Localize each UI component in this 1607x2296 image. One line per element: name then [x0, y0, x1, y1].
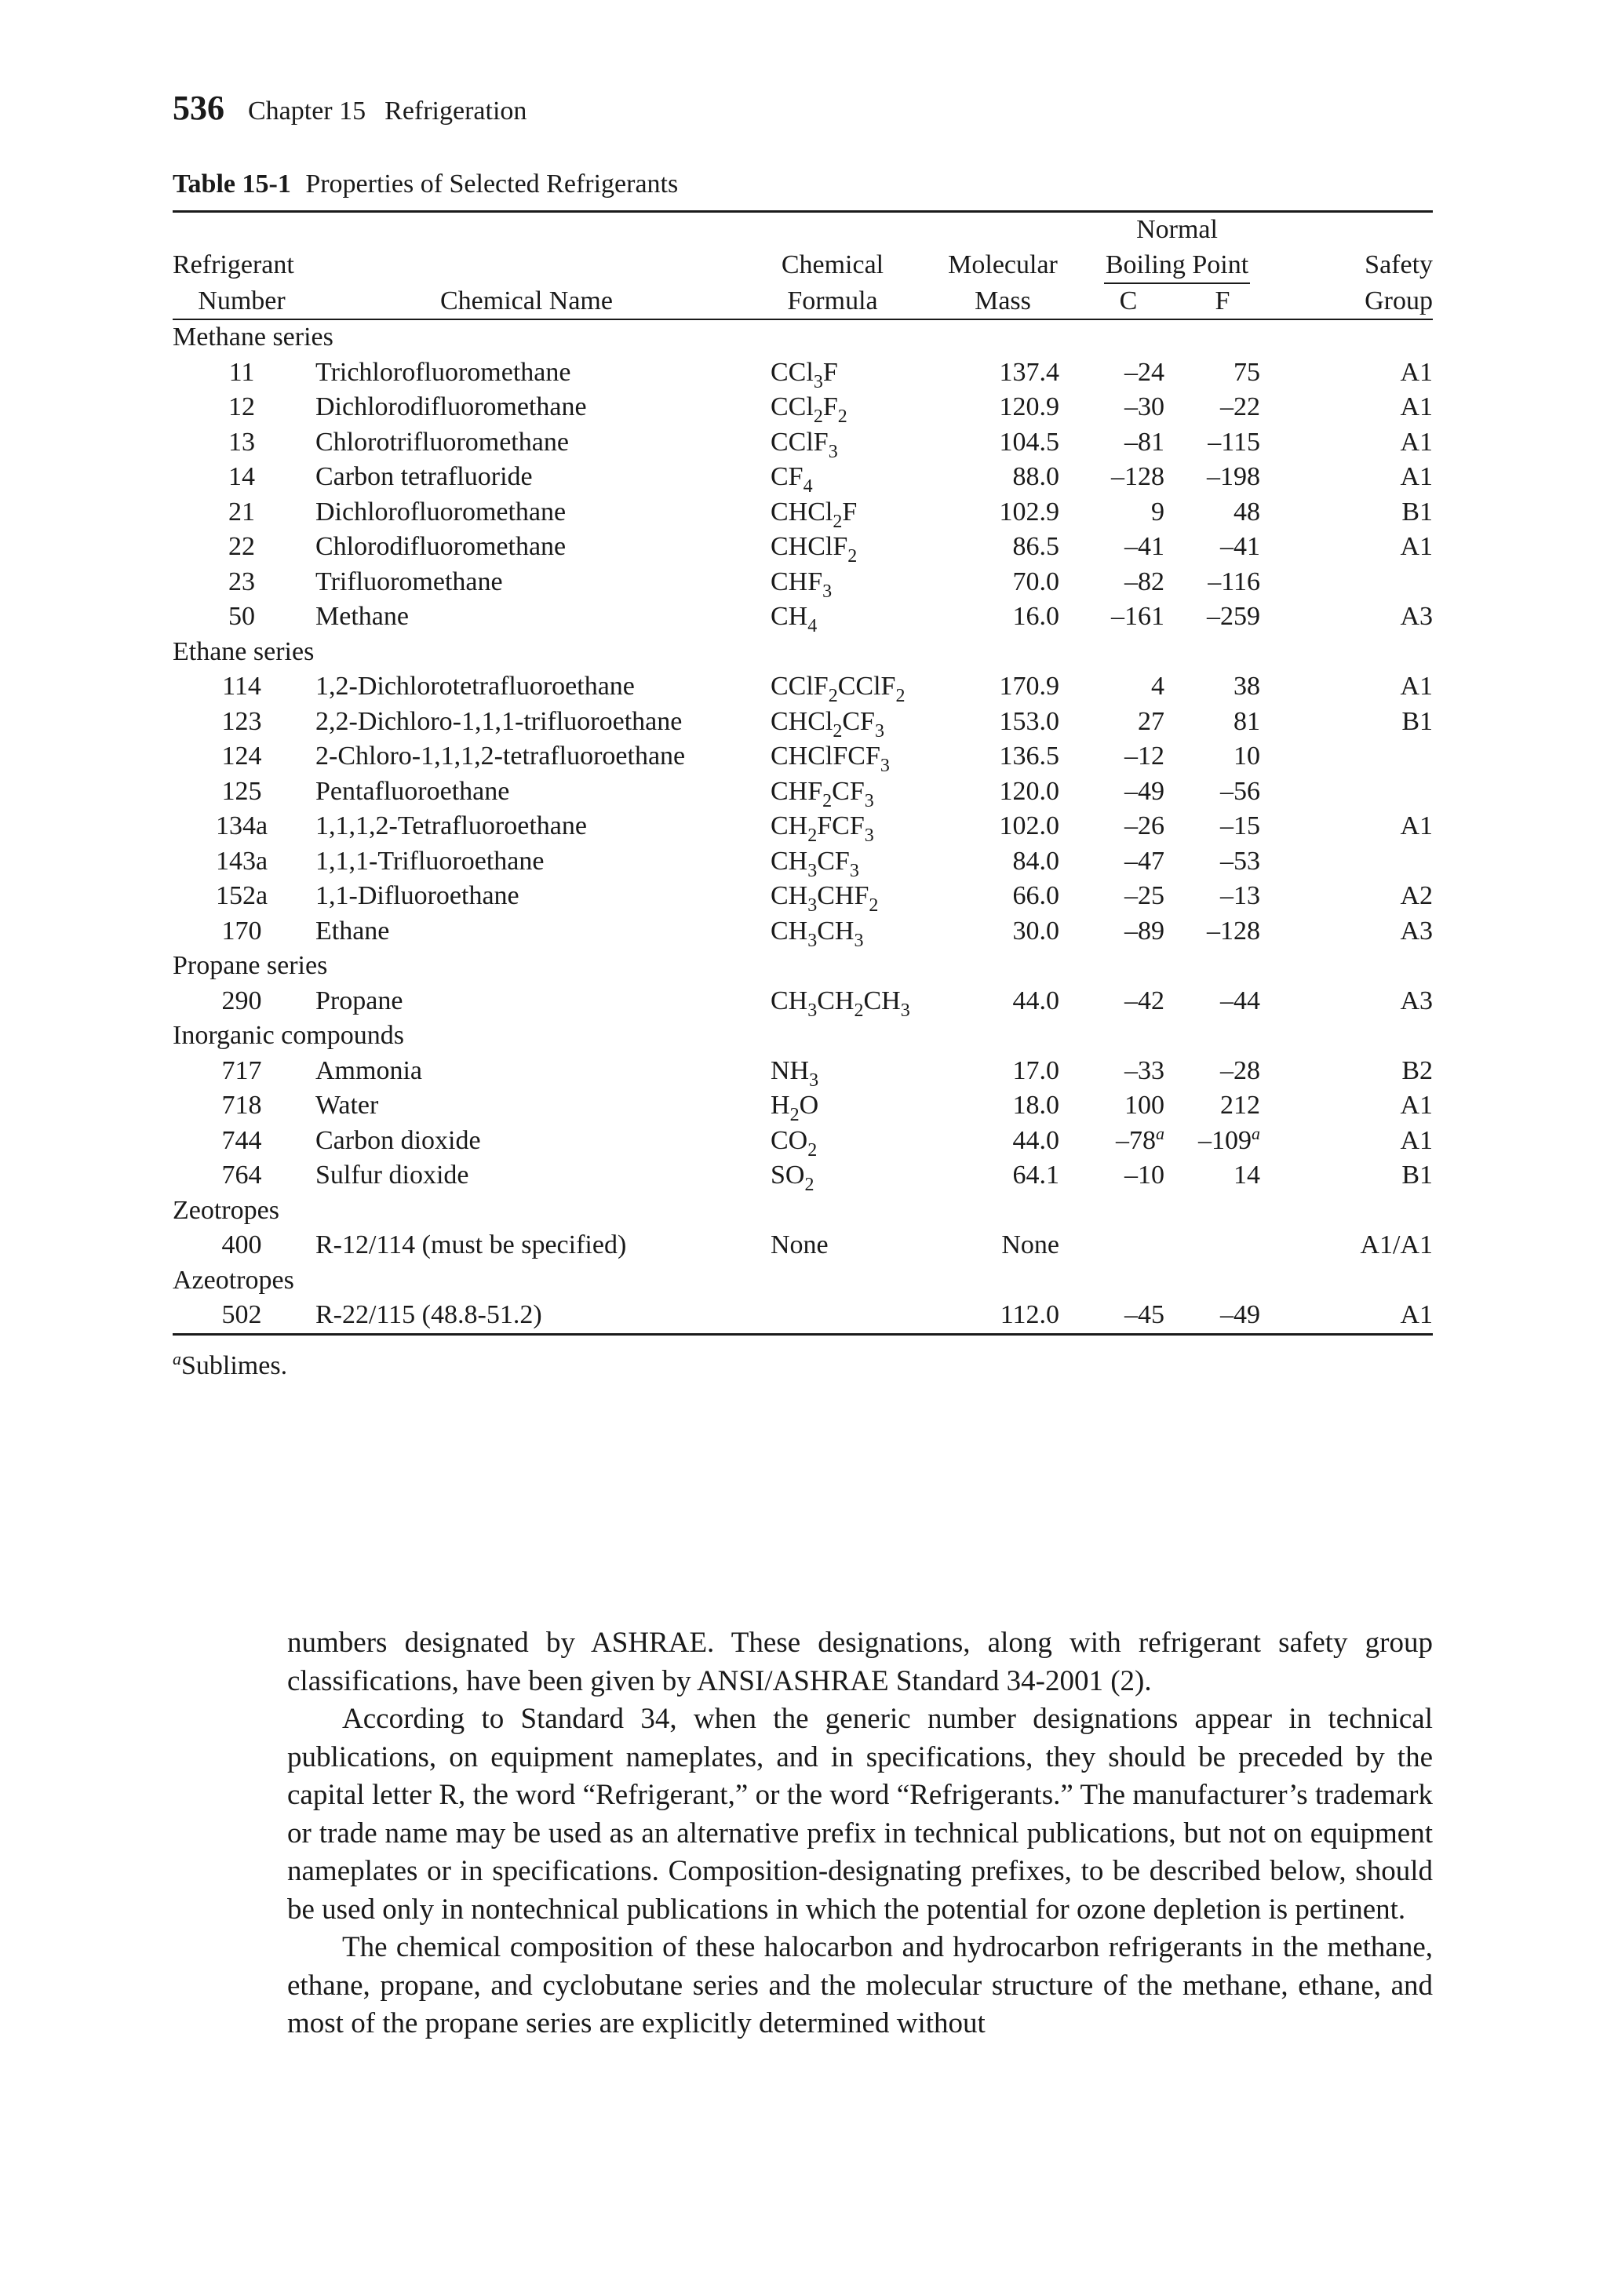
cell-safety: B1	[1401, 1161, 1434, 1190]
cell-bp-f: 81	[1233, 706, 1261, 736]
cell-chemical-name: Carbon dioxide	[315, 1125, 481, 1155]
cell-mass: 112.0	[1000, 1300, 1059, 1329]
cell-safety: A1	[1400, 1125, 1434, 1155]
table-caption	[173, 169, 1433, 199]
table-body	[173, 319, 1433, 1334]
cell-formula: $CCl_2F_2$	[771, 392, 847, 427]
cell-number: 744	[221, 1125, 262, 1155]
section-row	[173, 635, 1433, 670]
header-safety: Safety	[1365, 250, 1434, 280]
cell-chemical-name: 2,2-Dichloro-1,1,1-trifluoroethane	[315, 706, 683, 736]
table-row	[173, 739, 1433, 774]
cell-formula: $CH_2FCF_3$	[771, 811, 874, 846]
table-row	[173, 600, 1433, 635]
cell-safety	[1271, 739, 1433, 774]
cell-bp-f	[1174, 1228, 1271, 1263]
cell-number: 152a	[215, 881, 268, 910]
table-row	[173, 1124, 1433, 1159]
header-boiling-point: Boiling Point	[1104, 248, 1250, 284]
cell-safety: A3	[1400, 916, 1434, 946]
cell-bp-f: 38	[1233, 672, 1261, 701]
table-row	[173, 705, 1433, 740]
cell-bp-f: –41	[1220, 532, 1261, 561]
cell-bp-c: 27	[1138, 706, 1164, 736]
cell-mass: 86.5	[1012, 532, 1059, 561]
section-row	[173, 949, 1433, 984]
cell-formula: $CH_3CHF_2$	[771, 881, 879, 916]
cell-bp-f: –44	[1220, 986, 1261, 1015]
table-row	[173, 495, 1433, 530]
cell-number: 13	[228, 427, 255, 457]
cell-mass: 66.0	[1012, 881, 1059, 910]
cell-formula: CClF$_3$	[771, 427, 838, 462]
cell-bp-f: 75	[1233, 357, 1261, 387]
cell-bp-f: –15	[1220, 811, 1261, 840]
cell-bp-c: 9	[1151, 497, 1164, 527]
section-title: Azeotropes	[173, 1265, 294, 1295]
table-row	[173, 390, 1433, 425]
footnote-text: Sublimes.	[181, 1350, 288, 1380]
cell-chemical-name: Chlorodifluoromethane	[315, 532, 567, 561]
cell-chemical-name: 1,1,1-Trifluoroethane	[315, 846, 545, 876]
cell-bp-f: 14	[1233, 1161, 1261, 1190]
cell-mass: 120.9	[999, 392, 1059, 421]
table-row	[173, 530, 1433, 565]
cell-number: 14	[228, 462, 255, 491]
cell-bp-f: –198	[1207, 462, 1261, 491]
cell-formula: $CH_3CH_2CH_3$	[771, 986, 910, 1021]
table-footnote	[173, 1348, 1433, 1381]
cell-bp-c: –33	[1124, 1055, 1164, 1085]
cell-number: 400	[221, 1230, 262, 1259]
cell-bp-c: –41	[1124, 532, 1164, 561]
cell-bp-f: –28	[1220, 1055, 1261, 1085]
cell-bp-c: –78$^a$	[1116, 1123, 1164, 1155]
cell-safety: A1	[1400, 462, 1434, 491]
table-label: Table 15-1	[173, 169, 291, 199]
cell-safety: A1	[1400, 427, 1434, 457]
cell-chemical-name: Propane	[315, 986, 403, 1015]
cell-number: 50	[228, 602, 255, 631]
cell-formula: CCl$_3$F	[771, 357, 838, 392]
table-row	[173, 774, 1433, 810]
cell-mass: 44.0	[1012, 986, 1059, 1015]
cell-formula: None	[771, 1230, 829, 1259]
table-row	[173, 1158, 1433, 1194]
section-row	[173, 1263, 1433, 1299]
cell-bp-c: –26	[1124, 811, 1164, 840]
table-row	[173, 984, 1433, 1019]
cell-chemical-name: Methane	[315, 602, 409, 631]
table-row	[173, 425, 1433, 461]
table-row	[173, 565, 1433, 600]
cell-bp-f: 48	[1233, 497, 1261, 527]
cell-mass: 102.9	[999, 497, 1059, 527]
cell-bp-c: –24	[1124, 357, 1164, 387]
cell-number: 502	[221, 1300, 262, 1329]
table-row	[173, 669, 1433, 705]
cell-chemical-name: R-22/115 (48.8-51.2)	[315, 1300, 542, 1329]
cell-chemical-name: Dichlorodifluoromethane	[315, 392, 587, 421]
cell-formula: $CO_2$	[771, 1125, 818, 1161]
cell-number: 125	[221, 776, 262, 806]
cell-bp-c: 4	[1151, 672, 1164, 701]
cell-safety: A1/A1	[1360, 1230, 1434, 1259]
cell-safety: B1	[1401, 706, 1434, 736]
cell-chemical-name: 1,1,1,2-Tetrafluoroethane	[315, 811, 587, 840]
cell-formula: CHClF$_2$	[771, 532, 858, 567]
table-title: Properties of Selected Refrigerants	[305, 169, 679, 199]
page-number: 536	[173, 89, 224, 127]
cell-number: 23	[228, 567, 255, 596]
body-paragraph-1: numbers designated by ASHRAE. These designations, along with refrigerant safety group classifications, have been given by ANSI/ASHRAE Standard 34-2001 (2).	[287, 1627, 1433, 1697]
header-chemical-name: Chemical Name	[311, 284, 742, 320]
cell-formula: $NH_3$	[771, 1055, 819, 1091]
cell-chemical-name: 2-Chloro-1,1,1,2-tetrafluoroethane	[315, 742, 686, 771]
cell-chemical-name: Water	[315, 1091, 379, 1120]
cell-mass: 18.0	[1012, 1091, 1059, 1120]
cell-number: 134a	[215, 811, 268, 840]
cell-bp-f: –109$^a$	[1198, 1123, 1261, 1155]
cell-formula: $CHF_2CF_3$	[771, 776, 874, 811]
cell-formula: $CHCl_2CF_3$	[771, 706, 884, 742]
cell-mass: 16.0	[1012, 602, 1059, 631]
chapter-title: Refrigeration	[384, 97, 527, 126]
cell-formula	[742, 1298, 923, 1334]
cell-chemical-name: Ammonia	[315, 1055, 422, 1085]
header-molecular: Molecular	[948, 250, 1058, 280]
cell-bp-c: –81	[1124, 427, 1164, 457]
cell-formula: CHCl$_2$F	[771, 497, 858, 532]
table-row	[173, 1054, 1433, 1089]
body-paragraph-2: According to Standard 34, when the generic number designations appear in technical publications, on equipment nameplates, and in specifications, they should be preceded by the capital letter R, the word “Refrigerant,” or the word “Refrigerants.” The manufacturer’s trademark or trade name may be used as an alternative prefix in technical publications, but not on equipment nameplates or in specifications. Composition-designating prefixes, to be described below, should be used only in nontechnical publications in which the potential for ozone depletion is pertinent.	[287, 1703, 1433, 1926]
cell-mass: 102.0	[999, 811, 1059, 840]
cell-bp-c	[1083, 1228, 1174, 1263]
cell-bp-c: 100	[1124, 1091, 1164, 1120]
cell-bp-f: –56	[1220, 776, 1261, 806]
table-row	[173, 355, 1433, 391]
cell-safety: A2	[1400, 881, 1434, 910]
cell-safety: A1	[1400, 672, 1434, 701]
cell-formula: $CH_3CH_3$	[771, 916, 864, 951]
table-row	[173, 809, 1433, 844]
cell-formula: $CF_4$	[771, 462, 813, 497]
cell-mass: 17.0	[1012, 1055, 1059, 1085]
cell-bp-f: –116	[1208, 567, 1261, 596]
cell-chemical-name: Chlorotrifluoromethane	[315, 427, 569, 457]
table-header	[173, 212, 1433, 320]
header-formula: Formula	[742, 284, 923, 320]
cell-chemical-name: 1,1-Difluoroethane	[315, 881, 519, 910]
cell-bp-c: –42	[1124, 986, 1164, 1015]
cell-formula: CClF$_2$CClF$_2$	[771, 672, 906, 706]
cell-number: 143a	[215, 846, 268, 876]
cell-safety: A1	[1400, 532, 1434, 561]
cell-bp-c: –45	[1124, 1300, 1164, 1329]
section-title: Propane series	[173, 951, 328, 980]
table-row	[173, 1088, 1433, 1124]
section-title: Zeotropes	[173, 1195, 279, 1225]
table-row	[173, 914, 1433, 949]
cell-mass: 88.0	[1012, 462, 1059, 491]
cell-chemical-name: Sulfur dioxide	[315, 1161, 469, 1190]
cell-number: 114	[222, 672, 261, 701]
section-row	[173, 1019, 1433, 1054]
cell-safety: A1	[1400, 357, 1434, 387]
cell-chemical-name: Carbon tetrafluoride	[315, 462, 533, 491]
cell-mass: 153.0	[999, 706, 1059, 736]
cell-number: 764	[221, 1161, 262, 1190]
body-text	[287, 1624, 1433, 2043]
body-paragraph-3: The chemical composition of these halocarbon and hydrocarbon refrigerants in the methane, ethane, propane, and cyclobutane series and the molecular structure of the methane, ethane, and most of the propane series are explicitly determined without	[287, 1931, 1433, 2039]
cell-formula: CHClFCF$_3$	[771, 742, 890, 776]
cell-formula: $CH_4$	[771, 602, 818, 636]
cell-number: 22	[228, 532, 255, 561]
cell-safety: A3	[1400, 986, 1434, 1015]
cell-chemical-name: Trichlorofluoromethane	[315, 357, 571, 387]
cell-mass: 30.0	[1012, 916, 1059, 946]
section-row	[173, 319, 1433, 355]
table-row	[173, 1298, 1433, 1334]
cell-safety	[1271, 565, 1433, 600]
cell-safety: A1	[1400, 1091, 1434, 1120]
header-bp-c: C	[1083, 284, 1174, 320]
cell-bp-c: –25	[1124, 881, 1164, 910]
cell-mass: 137.4	[999, 357, 1059, 387]
cell-bp-c: –47	[1124, 846, 1164, 876]
cell-safety	[1271, 774, 1433, 810]
cell-safety: B2	[1401, 1055, 1434, 1085]
cell-formula: $SO_2$	[771, 1161, 814, 1195]
cell-safety	[1271, 844, 1433, 880]
cell-bp-f: –53	[1220, 846, 1261, 876]
cell-bp-f: –49	[1220, 1300, 1261, 1329]
section-row	[173, 1194, 1433, 1229]
cell-number: 290	[221, 986, 262, 1015]
cell-chemical-name: Trifluoromethane	[315, 567, 503, 596]
cell-formula: $CH_3CF_3$	[771, 846, 859, 881]
cell-chemical-name: Pentafluoroethane	[315, 776, 510, 806]
header-number: Number	[173, 284, 311, 320]
header-refrigerant: Refrigerant	[173, 250, 294, 280]
cell-bp-c: –12	[1124, 742, 1164, 771]
cell-safety: A1	[1400, 1300, 1434, 1329]
cell-chemical-name: R-12/114 (must be specified)	[315, 1230, 627, 1259]
chapter-label: Chapter 15	[248, 97, 366, 126]
cell-safety: A3	[1400, 602, 1434, 631]
cell-mass: 70.0	[1012, 567, 1059, 596]
refrigerant-properties-table	[173, 210, 1433, 1336]
table-row	[173, 844, 1433, 880]
cell-number: 124	[221, 742, 262, 771]
cell-bp-c: –82	[1124, 567, 1164, 596]
cell-number: 12	[228, 392, 255, 421]
cell-bp-f: –115	[1208, 427, 1261, 457]
cell-mass: 84.0	[1012, 846, 1059, 876]
cell-mass: 44.0	[1012, 1125, 1059, 1155]
header-group: Group	[1271, 284, 1433, 320]
cell-number: 717	[221, 1055, 262, 1085]
table-row	[173, 460, 1433, 495]
cell-mass: 104.5	[999, 427, 1059, 457]
cell-number: 11	[228, 357, 255, 387]
cell-number: 170	[221, 916, 262, 946]
section-title: Inorganic compounds	[173, 1021, 404, 1050]
header-bp-normal: Normal	[1136, 215, 1218, 244]
cell-bp-f: –259	[1207, 602, 1261, 631]
running-head	[173, 88, 1433, 132]
cell-mass: 170.9	[999, 672, 1059, 701]
cell-chemical-name: 1,2-Dichlorotetrafluoroethane	[315, 672, 635, 701]
cell-mass: 120.0	[999, 776, 1059, 806]
section-title: Ethane series	[173, 636, 315, 666]
cell-mass: 136.5	[999, 742, 1059, 771]
cell-mass: 64.1	[1012, 1161, 1059, 1190]
cell-safety: B1	[1401, 497, 1434, 527]
cell-number: 21	[228, 497, 255, 527]
cell-bp-f: 10	[1233, 742, 1261, 771]
cell-chemical-name: Ethane	[315, 916, 390, 946]
cell-bp-f: –13	[1220, 881, 1261, 910]
footnote-mark: a	[173, 1348, 181, 1368]
header-bp-f: F	[1174, 284, 1271, 320]
cell-chemical-name: Dichlorofluoromethane	[315, 497, 567, 527]
page	[173, 88, 1433, 1381]
cell-formula: $CHF_3$	[771, 567, 833, 602]
cell-number: 123	[221, 706, 262, 736]
cell-bp-c: –49	[1124, 776, 1164, 806]
header-chemical: Chemical	[781, 250, 884, 280]
cell-mass: None	[1001, 1230, 1059, 1259]
header-mass: Mass	[923, 284, 1083, 320]
cell-bp-c: –128	[1111, 462, 1164, 491]
table-row	[173, 1228, 1433, 1263]
cell-safety: A1	[1400, 811, 1434, 840]
cell-bp-f: 212	[1220, 1091, 1261, 1120]
cell-bp-c: –10	[1124, 1161, 1164, 1190]
cell-bp-c: –30	[1124, 392, 1164, 421]
cell-bp-f: –22	[1220, 392, 1261, 421]
section-title: Methane series	[173, 323, 333, 352]
cell-bp-c: –161	[1111, 602, 1164, 631]
cell-safety: A1	[1400, 392, 1434, 421]
cell-bp-c: –89	[1124, 916, 1164, 946]
cell-number: 718	[221, 1091, 262, 1120]
cell-bp-f: –128	[1207, 916, 1261, 946]
cell-formula: $H_2O$	[771, 1091, 819, 1125]
table-row	[173, 879, 1433, 914]
